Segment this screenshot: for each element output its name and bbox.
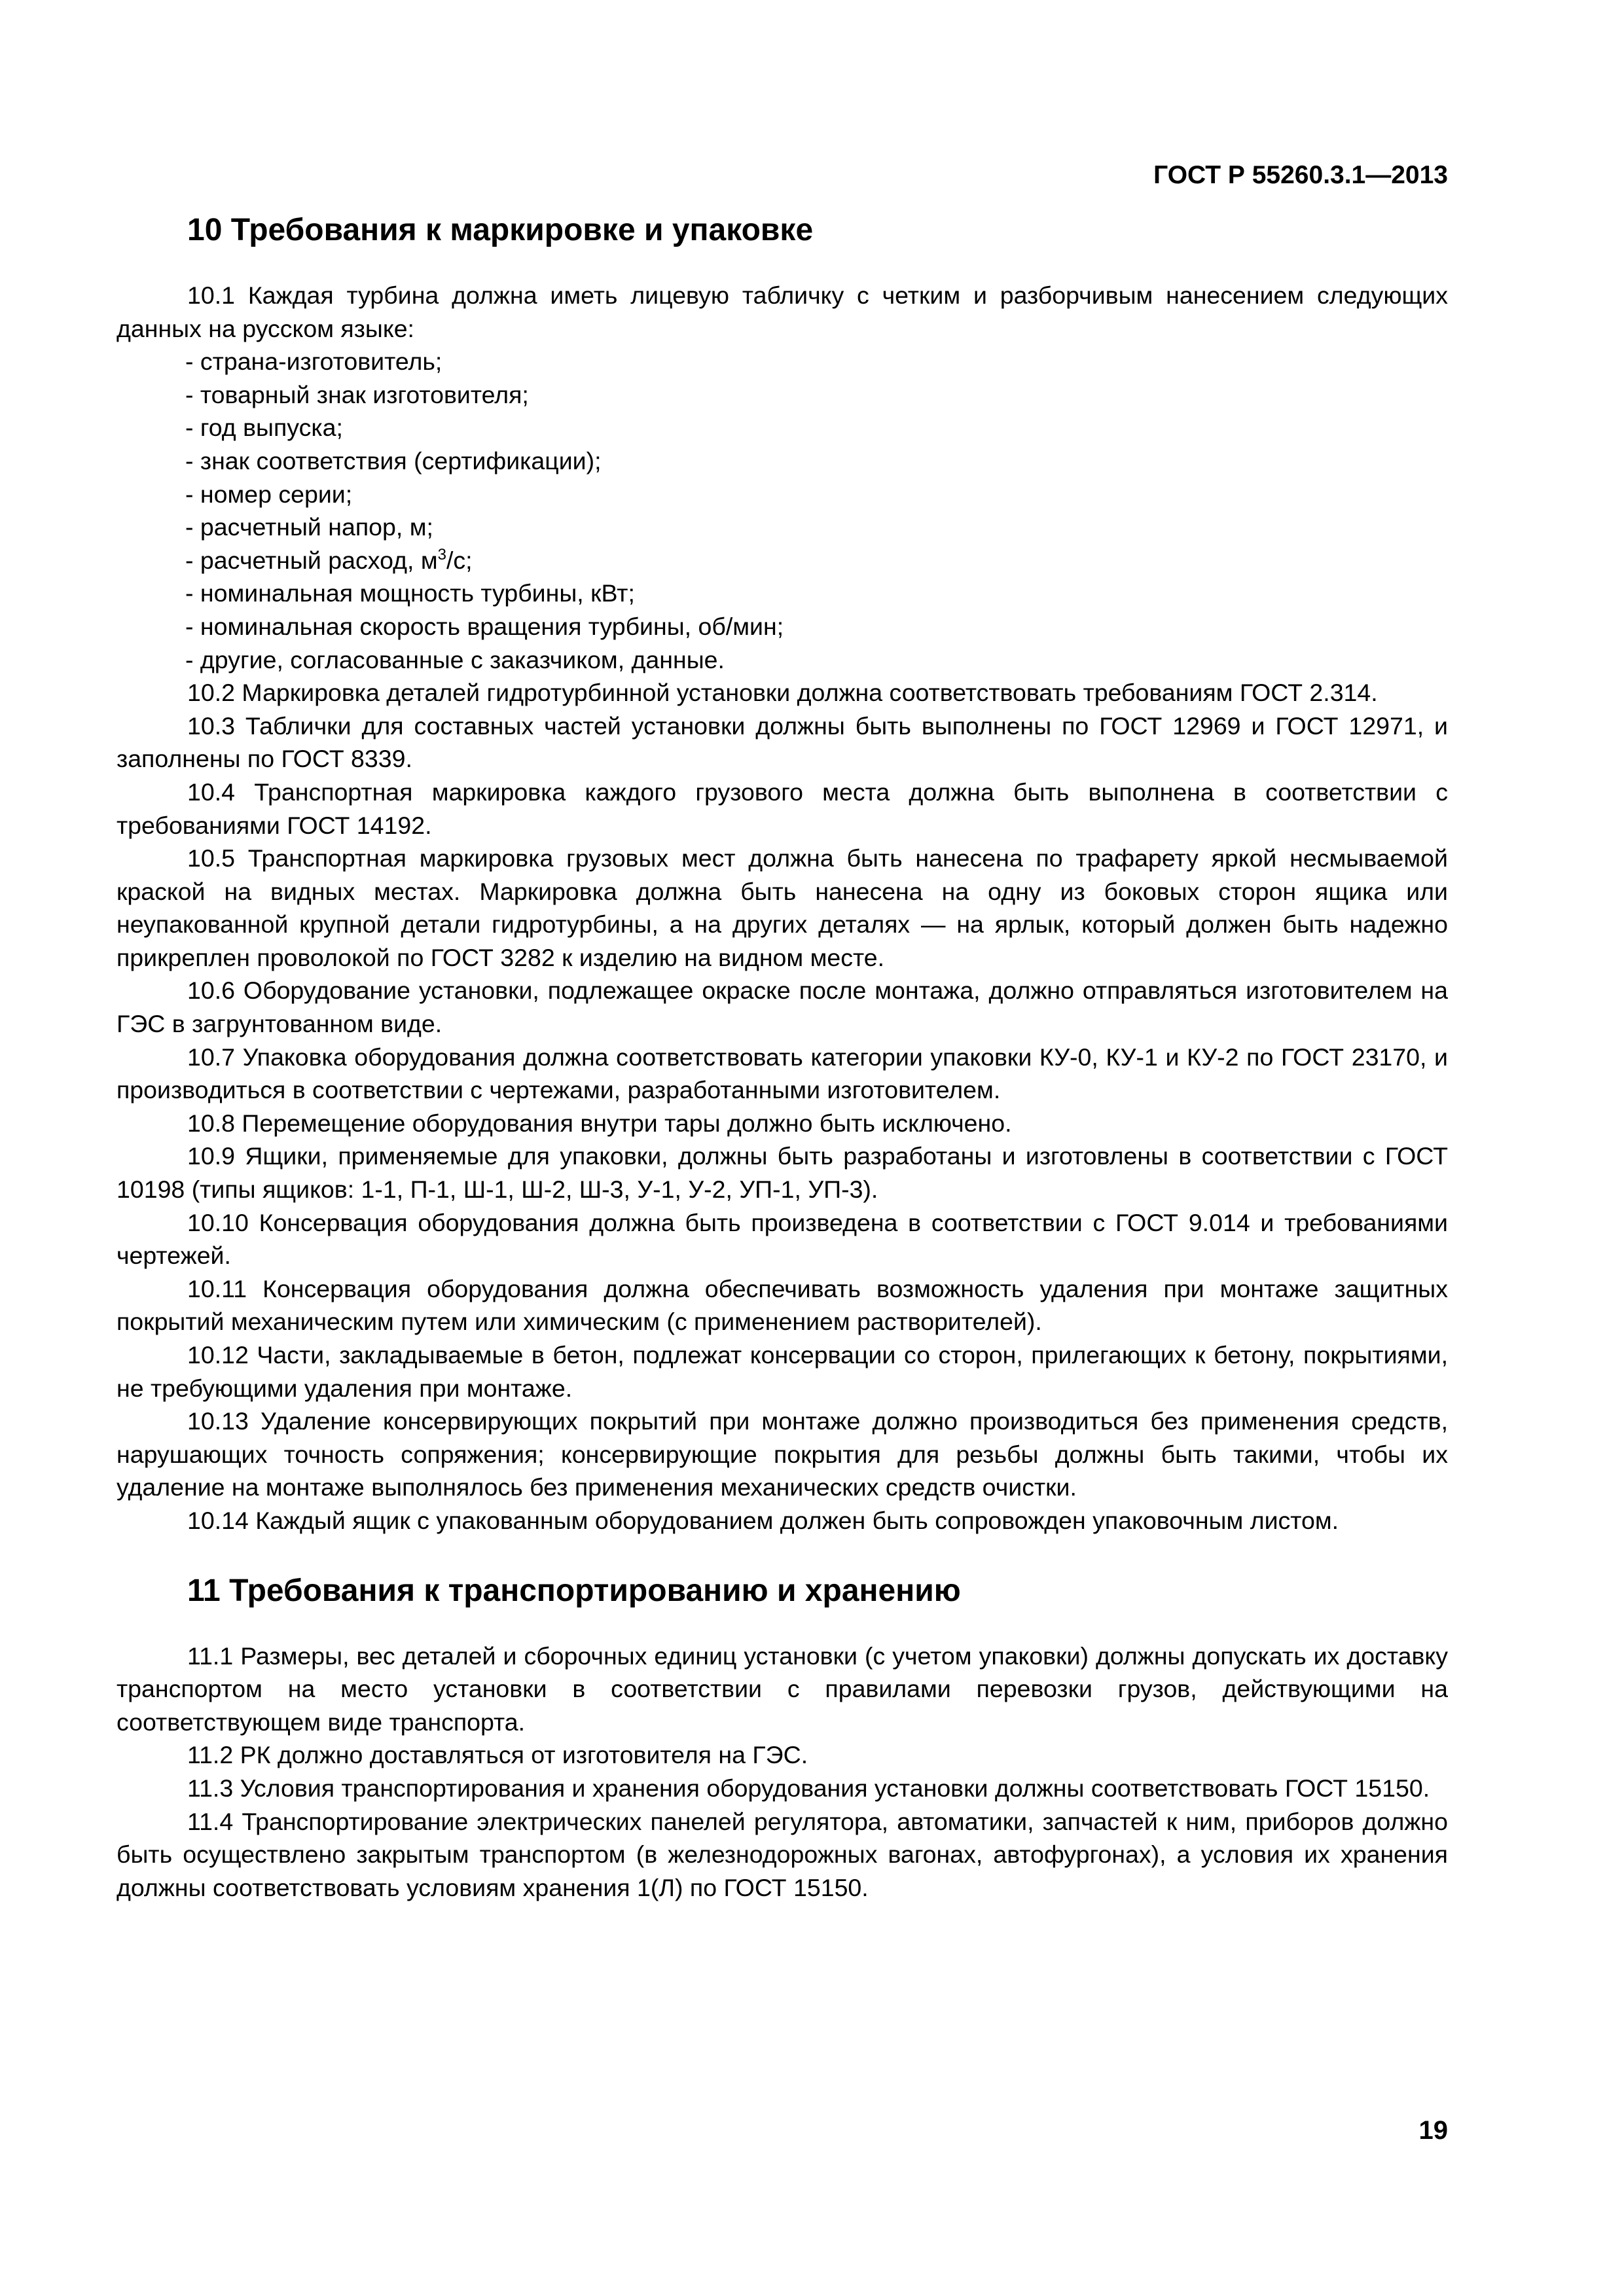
list-item-design-flow — [117, 544, 1448, 577]
paragraph-10-7: 10.7 Упаковка оборудования должна соответствовать категории упаковки КУ-0, КУ-1 и КУ-2 по ГОСТ 23170, и производиться в соответствии с чертежами, разработанными изготовителем. — [117, 1043, 1448, 1104]
list-item-rated-power: - номинальная мощность турбины, кВт; — [185, 579, 635, 607]
list-item-country: - страна-изготовитель; — [185, 348, 442, 376]
paragraph-11-2: 11.2 РК должно доставляться от изготовителя на ГЭС. — [187, 1741, 808, 1769]
paragraph-10-6: 10.6 Оборудование установки, подлежащее окраске после монтажа, должно отправляться изготовителем на ГЭС в загрунтованном виде. — [117, 977, 1448, 1038]
paragraph-10-10: 10.10 Консервация оборудования должна быть произведена в соответствии с ГОСТ 9.014 и требованиями чертежей. — [117, 1208, 1448, 1270]
list-item-conformity-mark: - знак соответствия (сертификации); — [185, 446, 602, 475]
section-11-heading: 11 Требования к транспортированию и хранению — [187, 1573, 961, 1608]
list-item-year: - год выпуска; — [185, 414, 343, 442]
paragraph-10-12: 10.12 Части, закладываемые в бетон, подлежат консервации со сторон, прилегающих к бетону, покрытиями, не требующими удаления при монтаже. — [117, 1341, 1448, 1402]
paragraph-10-3: 10.3 Таблички для составных частей установки должны быть выполнены по ГОСТ 12969 и ГОСТ 12971, и заполнены по ГОСТ 8339. — [117, 711, 1448, 773]
flow-unit-tail: /с; — [446, 546, 473, 574]
list-item-trademark: - товарный знак изготовителя; — [185, 380, 529, 408]
document-id-header: ГОСТ Р 55260.3.1—2013 — [1153, 161, 1448, 189]
paragraph-10-13: 10.13 Удаление консервирующих покрытий при монтаже должно производиться без применения средств, нарушающих точность сопряжения; консервирующие покрытия для резьбы должны быть такими, чтобы их удаление на монтаже выполнялось без применения механических средств очистки. — [117, 1407, 1448, 1501]
list-item-design-head: - расчетный напор, м; — [185, 513, 433, 541]
paragraph-11-1: 11.1 Размеры, вес деталей и сборочных единиц установки (с учетом упаковки) должны допускать их доставку транспортом на место установки в соответствии с правилами перевозки грузов, действующими на соответствующем виде транспорта. — [117, 1641, 1448, 1736]
paragraph-10-1: 10.1 Каждая турбина должна иметь лицевую табличку с четким и разборчивым нанесением следующих данных на русском языке: — [117, 281, 1448, 342]
paragraph-10-4: 10.4 Транспортная маркировка каждого грузового места должна быть выполнена в соответствии с требованиями ГОСТ 14192. — [117, 778, 1448, 839]
paragraph-11-4: 11.4 Транспортирование электрических панелей регулятора, автоматики, запчастей к ним, приборов должно быть осуществлено закрытым транспортом (в железнодорожных вагонах, автофургонах), а условия их хранения должны соответствовать условиям хранения 1(Л) по ГОСТ 15150. — [117, 1807, 1448, 1901]
flow-text: - расчетный расход, м — [185, 546, 438, 574]
list-item-rated-speed: - номинальная скорость вращения турбины, об/мин; — [185, 612, 784, 640]
paragraph-10-8: 10.8 Перемещение оборудования внутри тары должно быть исключено. — [187, 1109, 1012, 1137]
page-number: 19 — [1418, 2116, 1448, 2145]
paragraph-10-9: 10.9 Ящики, применяемые для упаковки, должны быть разработаны и изготовлены в соответствии с ГОСТ 10198 (типы ящиков: 1-1, П-1, Ш-1, Ш-2, Ш-3, У-1, У-2, УП-1, УП-3). — [117, 1142, 1448, 1204]
paragraph-10-14: 10.14 Каждый ящик с упакованным оборудованием должен быть сопровожден упаковочным листом. — [187, 1506, 1339, 1534]
paragraph-10-11: 10.11 Консервация оборудования должна обеспечивать возможность удаления при монтаже защитных покрытий механическим путем или химическим (с применением растворителей). — [117, 1274, 1448, 1336]
flow-unit-superscript: 3 — [437, 545, 446, 564]
list-item-serial-number: - номер серии; — [185, 480, 353, 508]
section-10-heading: 10 Требования к маркировке и упаковке — [187, 213, 814, 247]
paragraph-11-3: 11.3 Условия транспортирования и хранения оборудования установки должны соответствовать ГОСТ 15150. — [187, 1774, 1430, 1802]
list-item-other-data: - другие, согласованные с заказчиком, данные. — [185, 645, 725, 673]
document-page — [117, 157, 1448, 1904]
paragraph-10-5: 10.5 Транспортная маркировка грузовых мест должна быть нанесена по трафарету яркой несмываемой краской на видных местах. Маркировка должна быть нанесена на одну из боковых сторон ящика или неупакованной крупной детали гидротурбины, а на других деталях — на ярлык, который должен быть надежно прикреплен проволокой по ГОСТ 3282 к изделию на видном месте. — [117, 844, 1448, 971]
paragraph-10-2: 10.2 Маркировка деталей гидротурбинной установки должна соответствовать требованиям ГОСТ 2.314. — [187, 679, 1378, 707]
